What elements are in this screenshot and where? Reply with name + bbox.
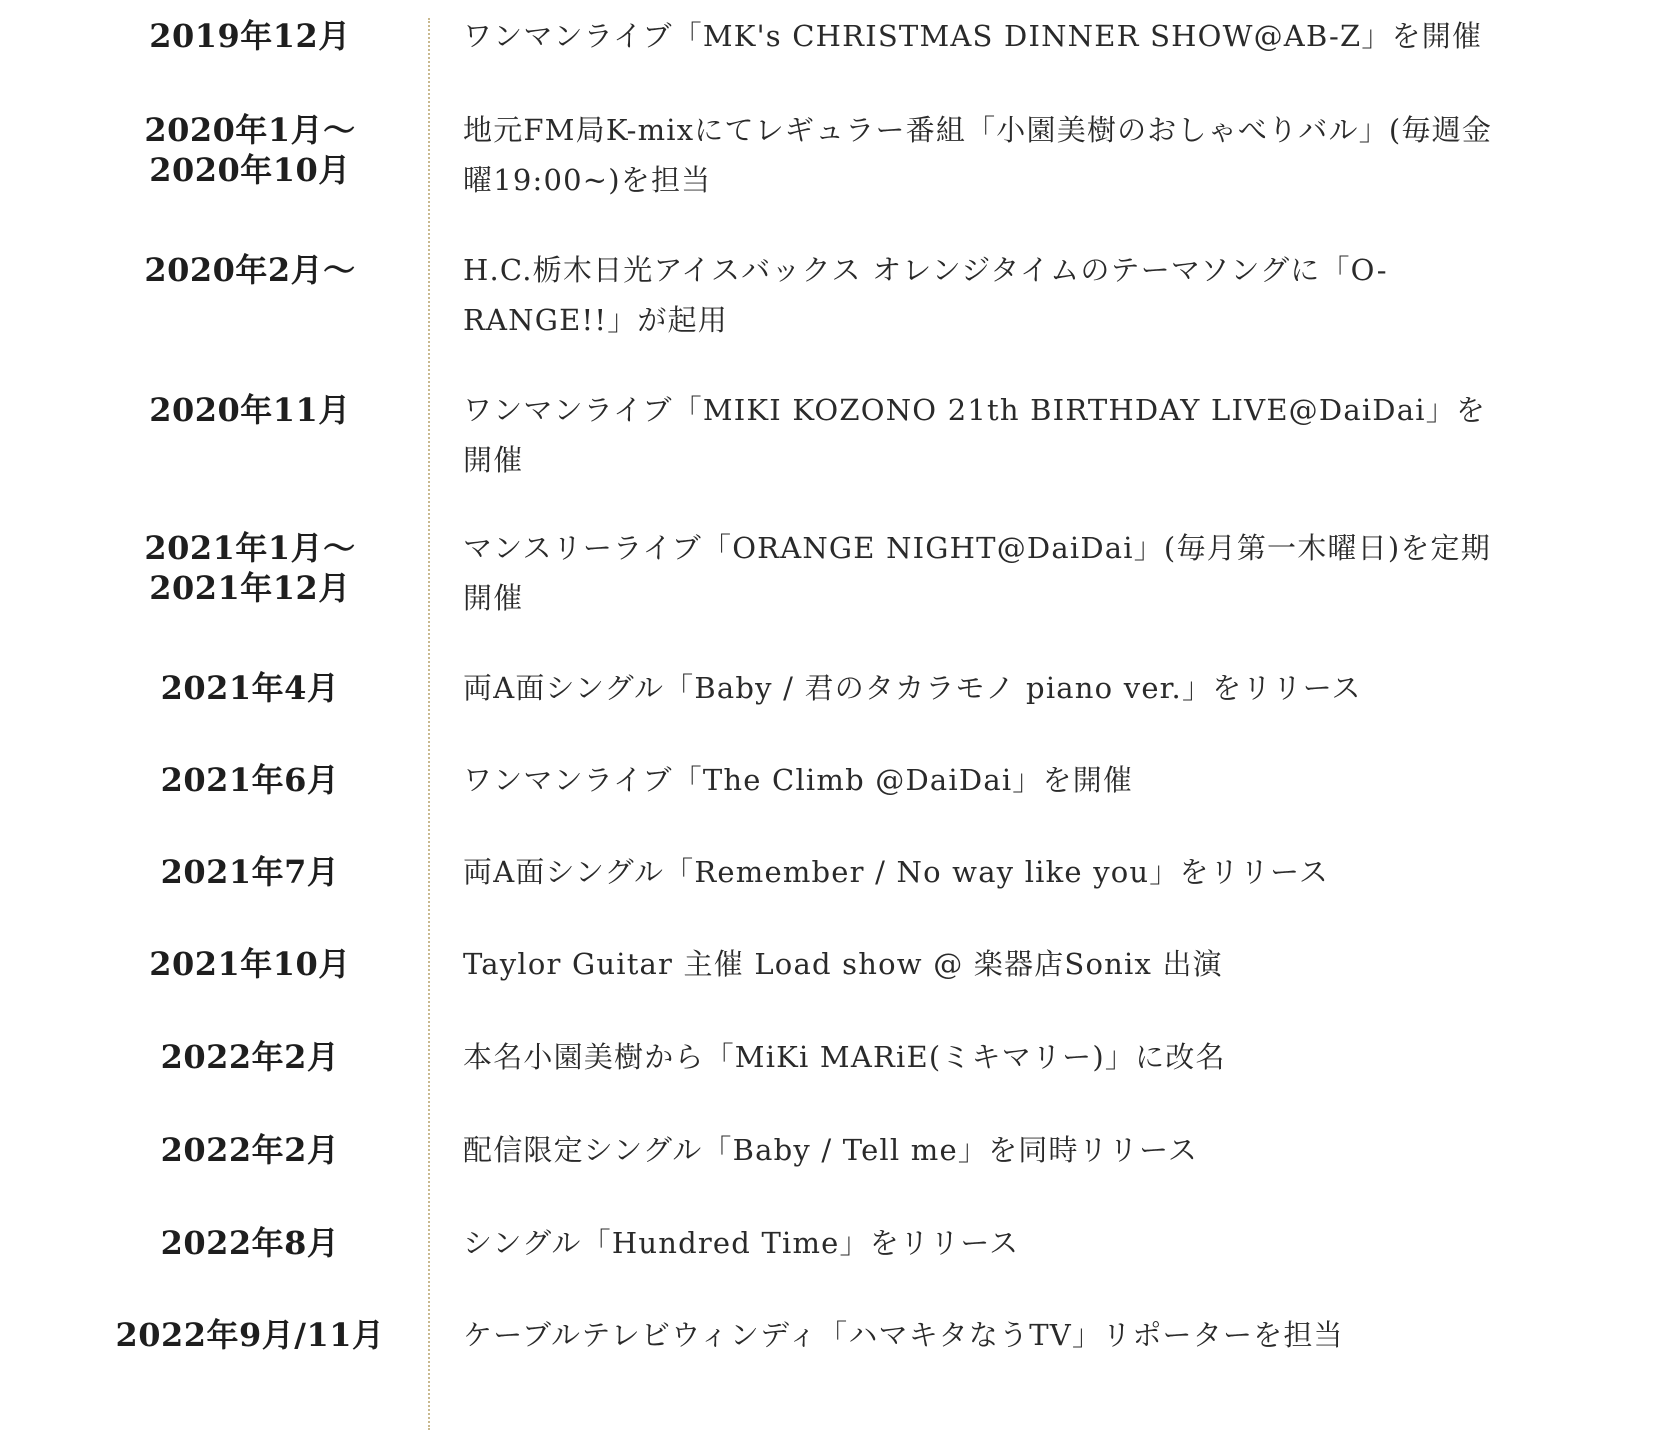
entry-date: 2021年7月 (160, 853, 340, 891)
entry-description: 地元FM局K-mixにてレギュラー番組「小園美樹のおしゃべりバル」(毎週金曜19:00~)を担当 (463, 113, 1493, 197)
entry-description: Taylor Guitar 主催 Load show @ 楽器店Sonix 出演 (463, 947, 1223, 981)
entry-description: ワンマンライブ「MIKI KOZONO 21th BIRTHDAY LIVE@DaiDai」を開催 (463, 393, 1487, 477)
entry-description: 本名小園美樹から「MiKi MARiE(ミキマリー)」に改名 (463, 1040, 1226, 1074)
entry-date: 2019年12月 (149, 17, 351, 55)
entry-description: H.C.栃木日光アイスバックス オレンジタイムのテーマソングに「O-RANGE!!」が起用 (463, 253, 1388, 337)
entry-description: ケーブルテレビウィンディ「ハマキタなうTV」リポーターを担当 (463, 1318, 1344, 1352)
entry-date: 2022年8月 (160, 1224, 340, 1262)
entry-description: ワンマンライブ「MK's CHRISTMAS DINNER SHOW@AB-Z」を開催 (463, 19, 1483, 53)
entry-date: 2021年4月 (160, 669, 340, 707)
entry-description: 両A面シングル「Baby / 君のタカラモノ piano ver.」をリリース (463, 671, 1362, 705)
entry-date: 2022年9月/11月 (115, 1316, 385, 1354)
entry-date: 2020年1月～ 2020年10月 (144, 111, 356, 189)
entry-date: 2021年6月 (160, 761, 340, 799)
entry-date: 2021年1月～ 2021年12月 (144, 529, 356, 607)
entry-description: 両A面シングル「Remember / No way like you」をリリース (463, 855, 1330, 889)
entry-description: ワンマンライブ「The Climb @DaiDai」を開催 (463, 763, 1134, 797)
entry-date: 2022年2月 (160, 1131, 340, 1169)
timeline-divider (428, 18, 430, 1430)
entry-date: 2020年11月 (149, 391, 351, 429)
entry-date: 2021年10月 (149, 945, 351, 983)
entry-date: 2022年2月 (160, 1038, 340, 1076)
entry-date: 2020年2月～ (144, 251, 356, 289)
entry-description: シングル「Hundred Time」をリリース (463, 1226, 1020, 1260)
entry-description: 配信限定シングル「Baby / Tell me」を同時リリース (463, 1133, 1199, 1167)
entry-description: マンスリーライブ「ORANGE NIGHT@DaiDai」(毎月第一木曜日)を定期開催 (463, 531, 1491, 615)
